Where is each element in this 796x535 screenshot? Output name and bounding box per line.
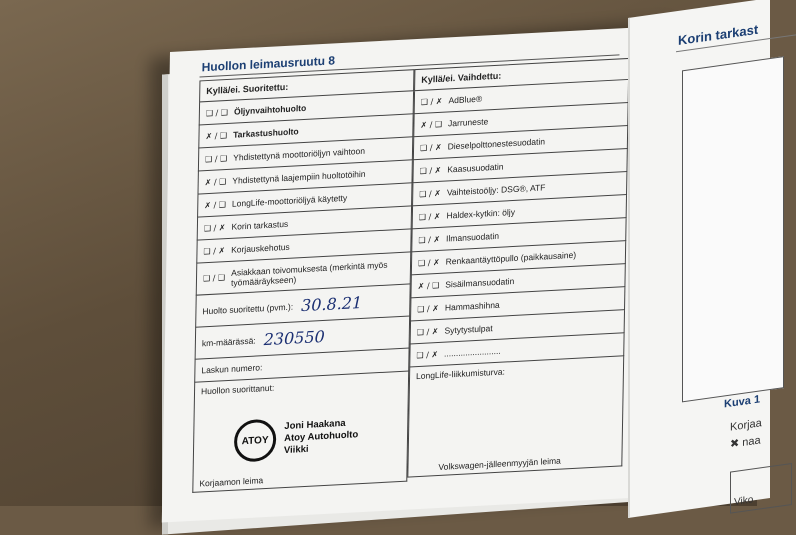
right-row-label: Kaasusuodatin: [447, 161, 504, 175]
facing-page: [628, 0, 770, 518]
dealer-stamp-label: Volkswagen-jälleenmyyjän leima: [438, 455, 561, 472]
right-row-label: Sisäilmansuodatin: [445, 275, 515, 290]
stamp-line-2: Atoy Autohuolto: [284, 429, 359, 445]
right-row-label: Haldex-kytkin: öljy: [446, 206, 516, 221]
checkbox-pair: ❑ / ❑: [205, 107, 229, 118]
right-row-label: Jarruneste: [448, 116, 489, 129]
checkbox-pair: ❑ / ✗: [419, 165, 442, 176]
atoy-logo: ATOY: [234, 418, 277, 462]
checkbox-pair: ✗ / ❑: [417, 280, 440, 291]
right-row-label: Sytytystulpat: [444, 323, 493, 336]
right-row-label: Vaihteistoöljy: DSG®, ATF: [446, 182, 546, 198]
left-row-label: Korjauskehotus: [231, 241, 290, 255]
checkbox-pair: ❑ / ✗: [416, 349, 439, 360]
date-value: 30.8.21: [300, 292, 363, 316]
checkbox-pair: ❑ / ✗: [203, 222, 226, 233]
right-row-label: ........................: [444, 345, 501, 359]
invoice-label: Laskun numero:: [201, 362, 263, 376]
km-label: km-määrässä:: [201, 335, 256, 348]
right-header: Kyllä/ei. Vaihdettu:: [414, 58, 629, 91]
checkbox-pair: ❑ / ❑: [205, 153, 228, 164]
checkbox-pair: ❑ / ✗: [416, 326, 439, 337]
left-row-label: Yhdistettynä laajempiin huoltotöihin: [232, 168, 366, 186]
longlife-label: LongLife-liikkumisturva:: [415, 366, 505, 382]
checkbox-pair: ✗ / ❑: [204, 176, 227, 187]
left-row-label: LongLife-moottoriöljyä käytetty: [231, 192, 348, 209]
checkbox-pair: ❑ / ✗: [419, 188, 441, 199]
right-row-label: Ilmansuodatin: [446, 230, 500, 244]
left-row-label: Korin tarkastus: [231, 218, 289, 232]
checkbox-pair: ❑ / ✗: [417, 303, 439, 314]
right-row-label: Renkaantäyttöpullo (paikkausaine): [445, 249, 577, 267]
right-row-label: Hammashihna: [444, 299, 500, 313]
performed-by-cell: [192, 372, 409, 493]
left-row-label: Tarkastushuolto: [233, 126, 299, 140]
right-row-label: AdBlue®: [448, 93, 483, 106]
longlife-cell: [407, 356, 624, 477]
workshop-stamp: [234, 414, 359, 463]
left-column: [192, 69, 414, 493]
stamp-text: [284, 417, 359, 457]
date-label: Huolto suoritettu (pvm.):: [202, 301, 294, 316]
stamp-line-1: Joni Haakana: [284, 417, 346, 433]
workshop-stamp-label: Korjaamon leima: [199, 475, 264, 489]
car-illustration-frame: [682, 56, 784, 402]
checkbox-pair: ✗ / ❑: [205, 130, 228, 141]
naa-text: ✖ naa: [730, 434, 761, 451]
right-row-label: Dieselpolttonestesuodatin: [447, 136, 546, 152]
checkbox-pair: ❑ / ✗: [203, 245, 226, 256]
facing-page-title: Korin tarkast: [678, 21, 759, 48]
checkbox-pair: ❑ / ✗: [418, 211, 441, 222]
checkbox-pair: ❑ / ❑: [202, 273, 226, 284]
checkbox-pair: ❑ / ✗: [419, 142, 442, 153]
vik-text: Viko: [734, 494, 754, 509]
right-column: [407, 58, 629, 478]
left-row-label: Yhdistettynä moottoriöljyn vaihtoon: [233, 145, 366, 163]
figure-label: Kuva 1: [724, 393, 761, 411]
left-header: Kyllä/ei. Suoritettu:: [199, 69, 414, 102]
korjaa-text: Korjaa: [730, 417, 762, 434]
page-title: Huollon leimausruutu 8: [201, 53, 336, 75]
checkbox-pair: ❑ / ✗: [418, 234, 441, 245]
checkbox-pair: ❑ / ✗: [417, 257, 440, 268]
left-row-label: Asiakkaan toivomuksesta (merkintä myös työmääräykseen): [230, 259, 388, 288]
performed-by-label: Huollon suorittanut:: [200, 382, 275, 397]
km-value: 230550: [263, 326, 325, 350]
checkbox-pair: ✗ / ❑: [420, 119, 443, 130]
left-row-label: Öljynvaihtohuolto: [233, 102, 307, 117]
service-page: [162, 27, 640, 522]
checkbox-pair: ✗ / ❑: [204, 199, 227, 210]
checkbox-pair: ❑ / ✗: [420, 96, 443, 107]
stamp-line-3: Viikki: [283, 443, 309, 457]
